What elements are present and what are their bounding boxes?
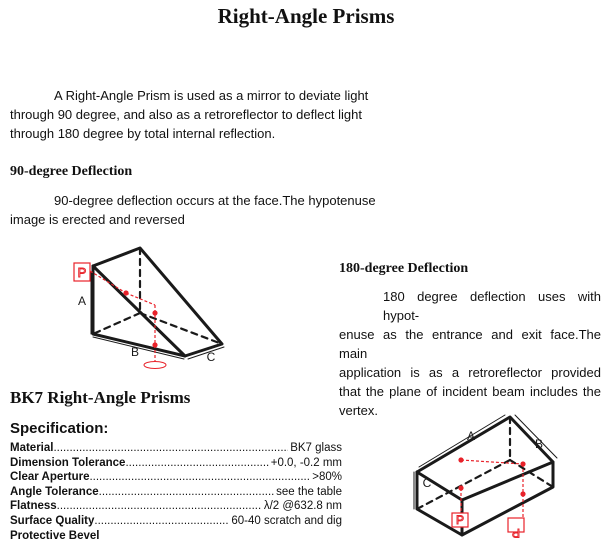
spec-leader <box>57 499 262 514</box>
intro-line: A Right-Angle Prism is used as a mirror to deviate light <box>54 88 369 103</box>
spec-label: Angle Tolerance <box>10 485 99 498</box>
ray-point <box>520 461 525 466</box>
dimension-label-b: B <box>130 345 140 359</box>
paragraph-line: vertex. <box>339 403 379 418</box>
intro-paragraph <box>10 86 382 143</box>
spec-label: Surface Quality <box>10 514 95 527</box>
spec-label: Flatness <box>10 500 57 513</box>
ray-point <box>152 342 157 347</box>
prism-edge <box>417 417 553 535</box>
ray-point <box>152 310 157 315</box>
spec-leader <box>53 441 288 456</box>
spec-value: see the table <box>276 485 342 498</box>
bk7-heading: BK7 Right-Angle Prisms <box>10 388 191 407</box>
paragraph-line: enuse as the entrance and exit face.The main <box>339 327 601 361</box>
dimension-label-c: C <box>206 350 216 364</box>
paragraph-line: 90-degree deflection occurs at the face.The hypotenuse <box>54 193 376 208</box>
prism-90-diagram <box>60 238 320 373</box>
dimension-label-a: A <box>77 294 86 308</box>
paragraph-line: application is as a retroreflector provided <box>339 365 601 380</box>
spec-row-angle-tolerance <box>10 485 342 500</box>
page-title: Right-Angle Prisms <box>217 4 395 28</box>
dimension-label-c: C <box>422 476 432 490</box>
spec-value: >80% <box>312 471 342 484</box>
spec-label: Protective Bevel <box>10 529 100 542</box>
prism-edge <box>93 266 185 356</box>
ray-point <box>520 491 525 496</box>
spec-leader <box>125 456 268 471</box>
spec-row-material <box>10 441 342 456</box>
heading-180-degree: 180-degree Deflection <box>339 261 469 276</box>
intro-line: through 180 degree by total internal reflection. <box>10 126 276 141</box>
spec-value: 60-40 scratch and dig <box>231 514 342 527</box>
ray-point <box>458 485 463 490</box>
spec-leader <box>94 514 229 529</box>
spec-row-surface-quality <box>10 514 342 529</box>
spec-value: +0.0, -0.2 mm <box>270 456 342 469</box>
dimension-label-a: A <box>466 429 476 443</box>
spec-leader <box>99 485 275 500</box>
prism-hidden-edge <box>93 313 140 334</box>
marker-label-out: P <box>511 526 521 540</box>
spec-label: Material <box>10 442 54 454</box>
specification-heading: Specification: <box>10 420 109 437</box>
spec-leader <box>89 470 310 485</box>
prism-180-diagram <box>405 412 605 542</box>
prism-edge <box>93 248 222 356</box>
marker-label-in: P <box>77 265 87 280</box>
marker-label-in: P <box>455 513 465 527</box>
spec-value: BK7 glass <box>290 442 342 454</box>
paragraph-line: image is erected and reversed <box>10 212 185 227</box>
spec-label: Clear Aperture <box>10 471 90 484</box>
paragraph-line: 180 degree deflection uses with hypot- <box>383 289 601 323</box>
spec-value: λ/2 @632.8 nm <box>263 500 342 513</box>
spec-row-dimension-tolerance <box>10 456 342 471</box>
heading-90-degree: 90-degree Deflection <box>10 164 133 179</box>
spec-row-clear-aperture <box>10 470 342 485</box>
spec-row-protective-bevel <box>10 529 342 544</box>
paragraph-90-degree <box>10 191 382 229</box>
specification-list <box>10 441 342 543</box>
paragraph-line: that the plane of incident beam includes the <box>339 384 601 399</box>
dimension-label-b: B <box>534 437 544 451</box>
ray-point <box>458 457 463 462</box>
spec-row-flatness <box>10 499 342 514</box>
ray-incoming <box>90 271 126 293</box>
paragraph-180-degree <box>339 287 601 420</box>
intro-line: through 90 degree, and also as a retroreflector to deflect light <box>10 107 362 122</box>
spec-label: Dimension Tolerance <box>10 456 126 469</box>
ray-point <box>123 290 128 295</box>
image-marker-out <box>144 362 166 369</box>
